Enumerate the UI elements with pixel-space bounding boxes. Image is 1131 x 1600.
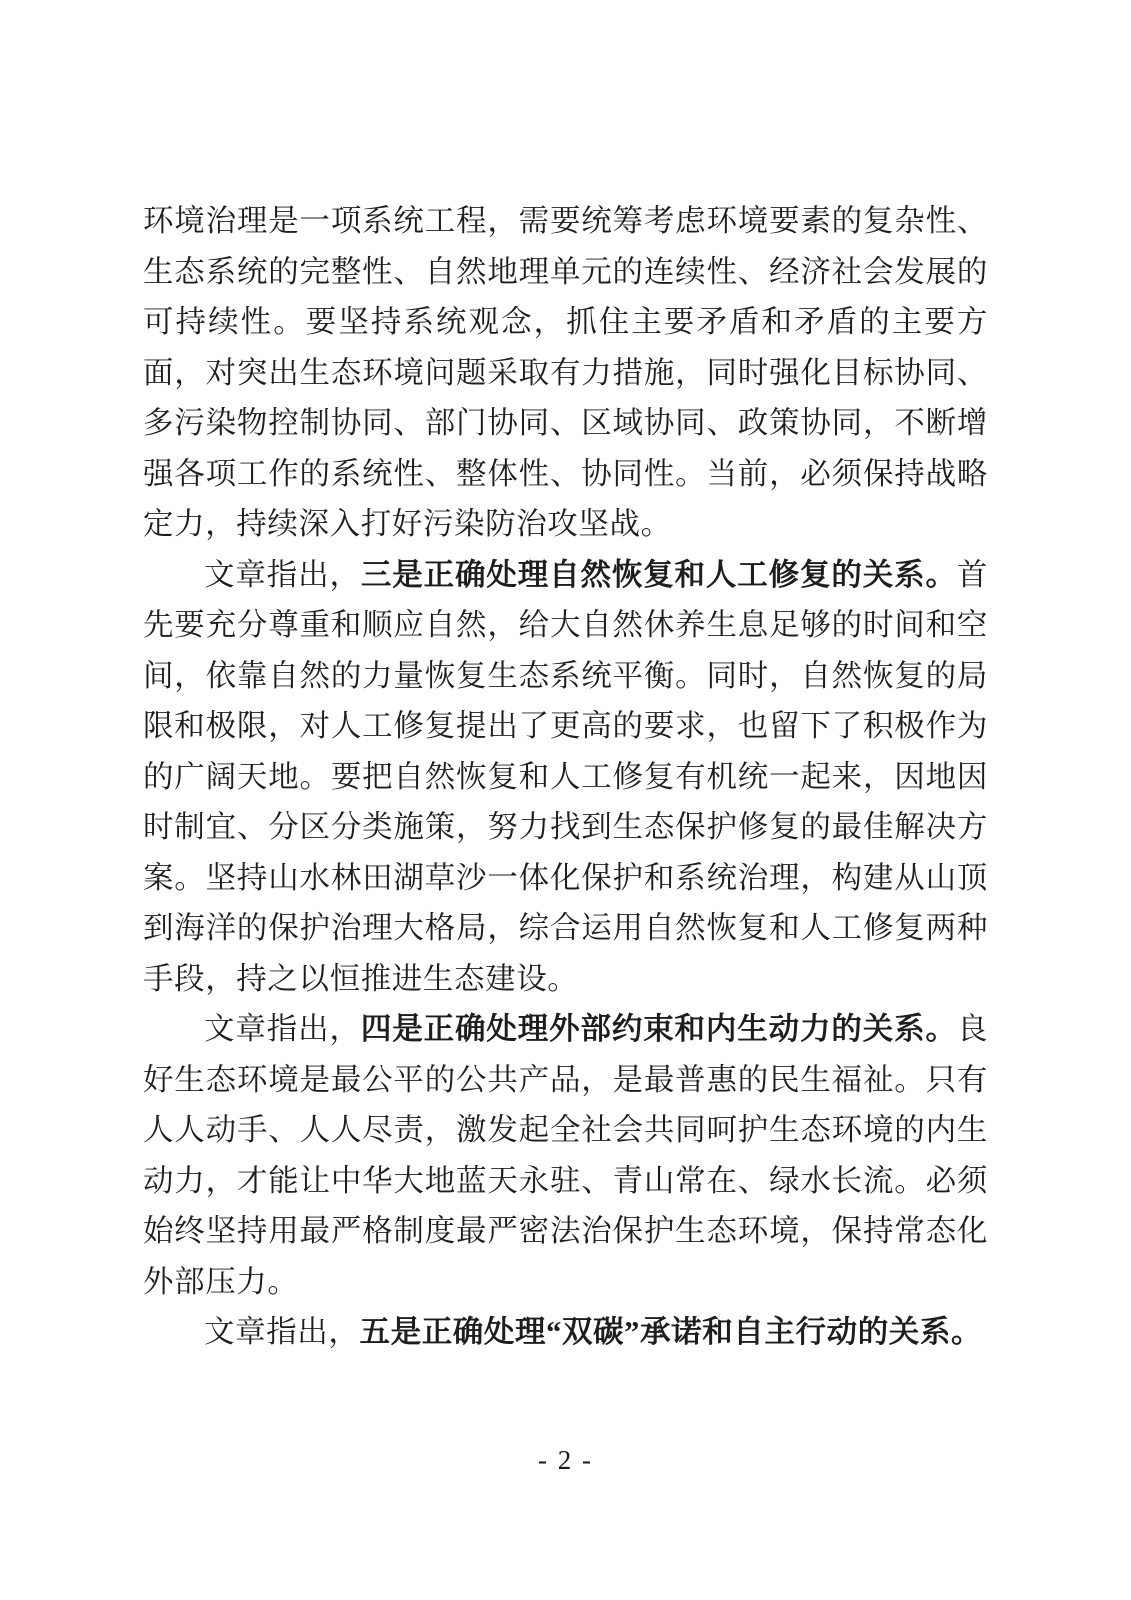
paragraph-4 <box>143 1307 988 1358</box>
paragraph-3-run-3: 良好生态环境是最公平的公共产品，是最普惠的民生福祉。只有人人动手、人人尽责，激发起全社会共同呵护生态环境的内生动力，才能让中华大地蓝天永驻、青山常在、绿水长流。必须始终坚持用最严格制度最严密法治保护生态环境，保持常态化外部压力。 <box>143 1012 989 1299</box>
paragraph-3-run-2-bold: 四是正确处理外部约束和内生动力的关系。 <box>360 1012 957 1046</box>
paragraph-1-run-1: 环境治理是一项系统工程，需要统筹考虑环境要素的复杂性、生态系统的完整性、自然地理单元的连续性、经济社会发展的可持续性。要坚持系统观念，抓住主要矛盾和矛盾的主要方面，对突出生态环境问题采取有力措施，同时强化目标协同、多污染物控制协同、部门协同、区域协同、政策协同，不断增强各项工作的系统性、整体性、协同性。当前，必须保持战略定力，持续深入打好污染防治攻坚战。 <box>143 204 988 541</box>
document-body <box>143 196 988 1358</box>
paragraph-2-run-2-bold: 三是正确处理自然恢复和人工修复的关系。 <box>360 557 957 592</box>
page-number: - 2 - <box>538 1445 593 1475</box>
paragraph-3 <box>143 1004 988 1307</box>
paragraph-4-run-2-bold: 五是正确处理“双碳”承诺和自主行动的关系。 <box>359 1315 983 1349</box>
paragraph-1 <box>143 196 988 550</box>
paragraph-3-run-1: 文章指出， <box>204 1012 361 1046</box>
paragraph-2-run-1: 文章指出， <box>204 557 361 592</box>
paragraph-4-run-1: 文章指出， <box>204 1315 360 1349</box>
paragraph-2 <box>143 550 988 1005</box>
paragraph-2-run-3: 首先要充分尊重和顺应自然，给大自然休养生息足够的时间和空间，依靠自然的力量恢复生态系统平衡。同时，自然恢复的局限和极限，对人工修复提出了更高的要求，也留下了积极作为的广阔天地。要把自然恢复和人工修复有机统一起来，因地因时制宜、分区分类施策，努力找到生态保护修复的最佳解决方案。坚持山水林田湖草沙一体化保护和系统治理，构建从山顶到海洋的保护治理大格局，综合运用自然恢复和人工修复两种手段，持之以恒推进生态建设。 <box>143 557 989 996</box>
